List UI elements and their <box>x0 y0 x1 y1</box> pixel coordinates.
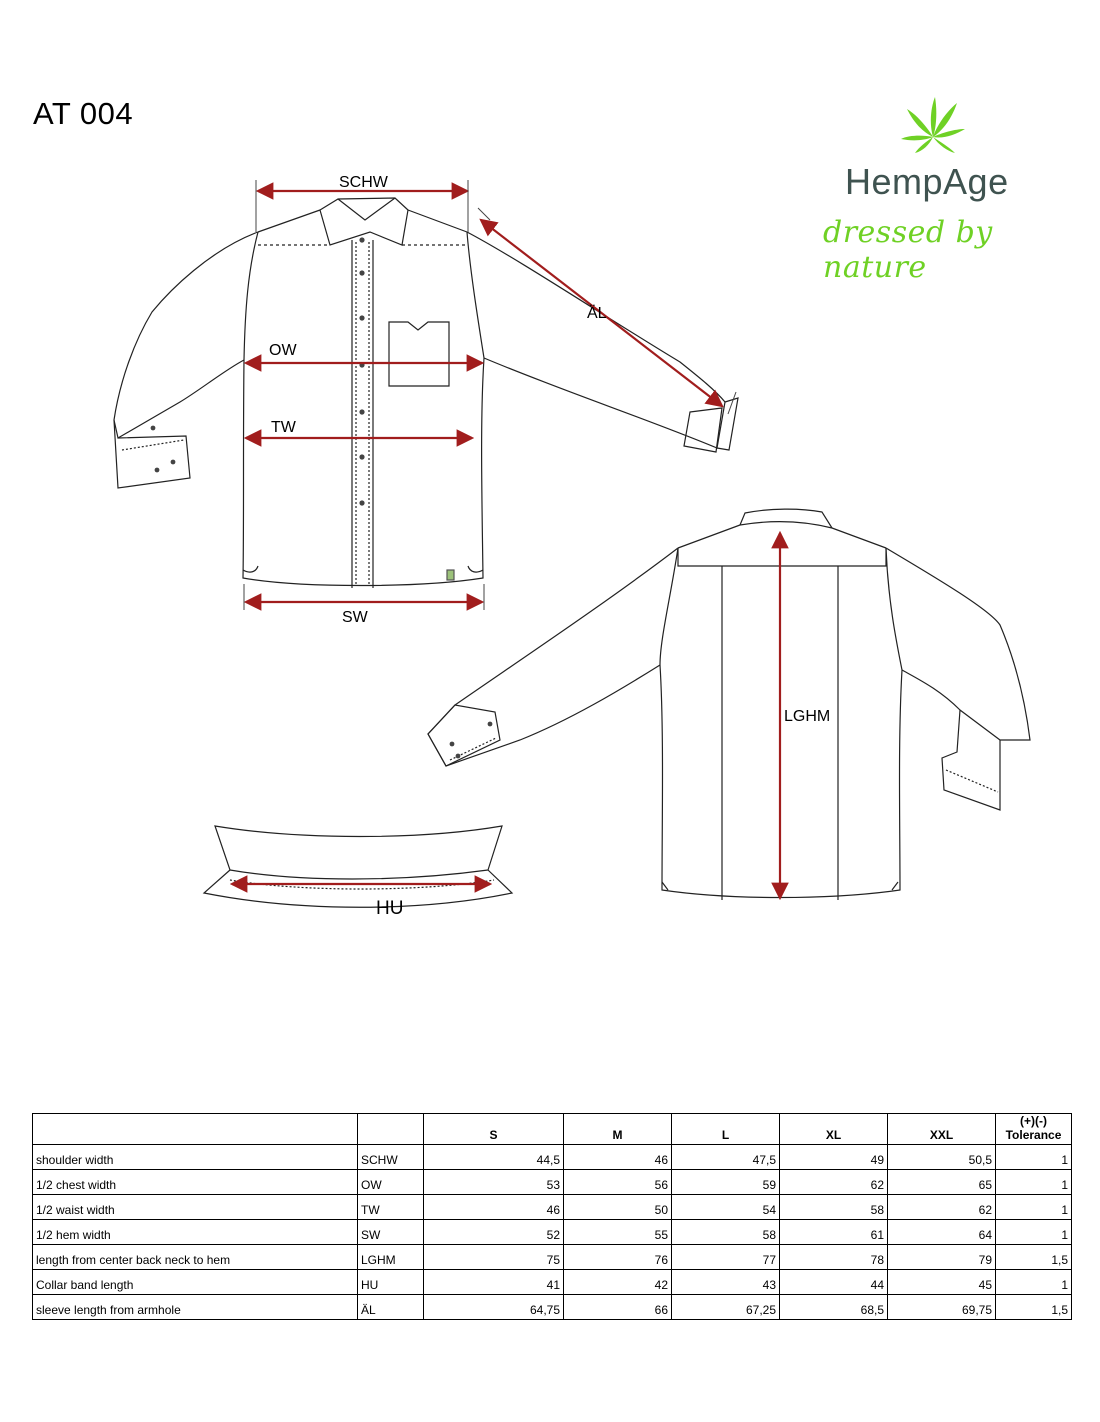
row-code: SCHW <box>358 1145 424 1170</box>
value-cell: 69,75 <box>888 1295 996 1320</box>
label-schw: SCHW <box>339 174 388 191</box>
table-row <box>33 1145 1072 1170</box>
brand-tagline: dressed by nature <box>823 215 993 285</box>
value-cell: 50 <box>564 1195 672 1220</box>
value-cell: 41 <box>424 1270 564 1295</box>
tolerance-cell: 1 <box>996 1195 1072 1220</box>
value-cell: 43 <box>672 1270 780 1295</box>
front-measurements <box>246 191 722 602</box>
value-cell: 79 <box>888 1245 996 1270</box>
tolerance-cell: 1,5 <box>996 1295 1072 1320</box>
table-row <box>33 1170 1072 1195</box>
row-description: 1/2 waist width <box>33 1195 358 1220</box>
value-cell: 53 <box>424 1170 564 1195</box>
row-description: length from center back neck to hem <box>33 1245 358 1270</box>
value-cell: 58 <box>780 1195 888 1220</box>
row-code: OW <box>358 1170 424 1195</box>
table-row <box>33 1220 1072 1245</box>
value-cell: 49 <box>780 1145 888 1170</box>
value-cell: 64 <box>888 1220 996 1245</box>
front-shirt <box>114 198 738 588</box>
tolerance-cell: 1 <box>996 1270 1072 1295</box>
table-row <box>33 1245 1072 1270</box>
label-tw: TW <box>271 419 296 436</box>
value-cell: 59 <box>672 1170 780 1195</box>
row-description: Collar band length <box>33 1270 358 1295</box>
value-cell: 62 <box>888 1195 996 1220</box>
value-cell: 58 <box>672 1220 780 1245</box>
row-code: LGHM <box>358 1245 424 1270</box>
value-cell: 54 <box>672 1195 780 1220</box>
label-lghm: LGHM <box>784 708 831 725</box>
row-code: HU <box>358 1270 424 1295</box>
value-cell: 78 <box>780 1245 888 1270</box>
label-ow: OW <box>269 342 297 359</box>
label-hu: HU <box>376 898 404 919</box>
value-cell: 50,5 <box>888 1145 996 1170</box>
value-cell: 64,75 <box>424 1295 564 1320</box>
header-size-xl: XL <box>780 1114 888 1145</box>
value-cell: 65 <box>888 1170 996 1195</box>
row-code: TW <box>358 1195 424 1220</box>
back-shirt <box>428 509 1030 900</box>
header-tolerance: (+)(-) Tolerance <box>996 1114 1072 1145</box>
tolerance-cell: 1,5 <box>996 1245 1072 1270</box>
value-cell: 46 <box>564 1145 672 1170</box>
header-size-l: L <box>672 1114 780 1145</box>
tolerance-cell: 1 <box>996 1220 1072 1245</box>
value-cell: 68,5 <box>780 1295 888 1320</box>
back-buttons <box>450 722 493 759</box>
value-cell: 44,5 <box>424 1145 564 1170</box>
value-cell: 44 <box>780 1270 888 1295</box>
value-cell: 55 <box>564 1220 672 1245</box>
table-row <box>33 1195 1072 1220</box>
value-cell: 66 <box>564 1295 672 1320</box>
row-code: SW <box>358 1220 424 1245</box>
table-row <box>33 1270 1072 1295</box>
label-al: ÄL <box>587 305 607 322</box>
article-number: AT 004 <box>33 96 134 131</box>
value-cell: 56 <box>564 1170 672 1195</box>
front-buttons <box>151 237 365 505</box>
row-code: ÄL <box>358 1295 424 1320</box>
value-cell: 46 <box>424 1195 564 1220</box>
header-cell <box>358 1114 424 1145</box>
value-cell: 77 <box>672 1245 780 1270</box>
value-cell: 67,25 <box>672 1295 780 1320</box>
value-cell: 75 <box>424 1245 564 1270</box>
value-cell: 52 <box>424 1220 564 1245</box>
row-description: sleeve length from armhole <box>33 1295 358 1320</box>
header-size-s: S <box>424 1114 564 1145</box>
value-cell: 62 <box>780 1170 888 1195</box>
label-sw: SW <box>342 609 368 626</box>
row-description: 1/2 hem width <box>33 1220 358 1245</box>
header-size-m: M <box>564 1114 672 1145</box>
value-cell: 45 <box>888 1270 996 1295</box>
row-description: 1/2 chest width <box>33 1170 358 1195</box>
value-cell: 61 <box>780 1220 888 1245</box>
table-row <box>33 1295 1072 1320</box>
table-header-row <box>33 1114 1072 1145</box>
value-cell: 76 <box>564 1245 672 1270</box>
tolerance-cell: 1 <box>996 1170 1072 1195</box>
size-table <box>32 1113 1072 1320</box>
header-cell <box>33 1114 358 1145</box>
value-cell: 47,5 <box>672 1145 780 1170</box>
header-size-xxl: XXL <box>888 1114 996 1145</box>
row-description: shoulder width <box>33 1145 358 1170</box>
value-cell: 42 <box>564 1270 672 1295</box>
tolerance-cell: 1 <box>996 1145 1072 1170</box>
collar-band <box>204 826 512 907</box>
brand-name: HempAge <box>845 161 1009 202</box>
